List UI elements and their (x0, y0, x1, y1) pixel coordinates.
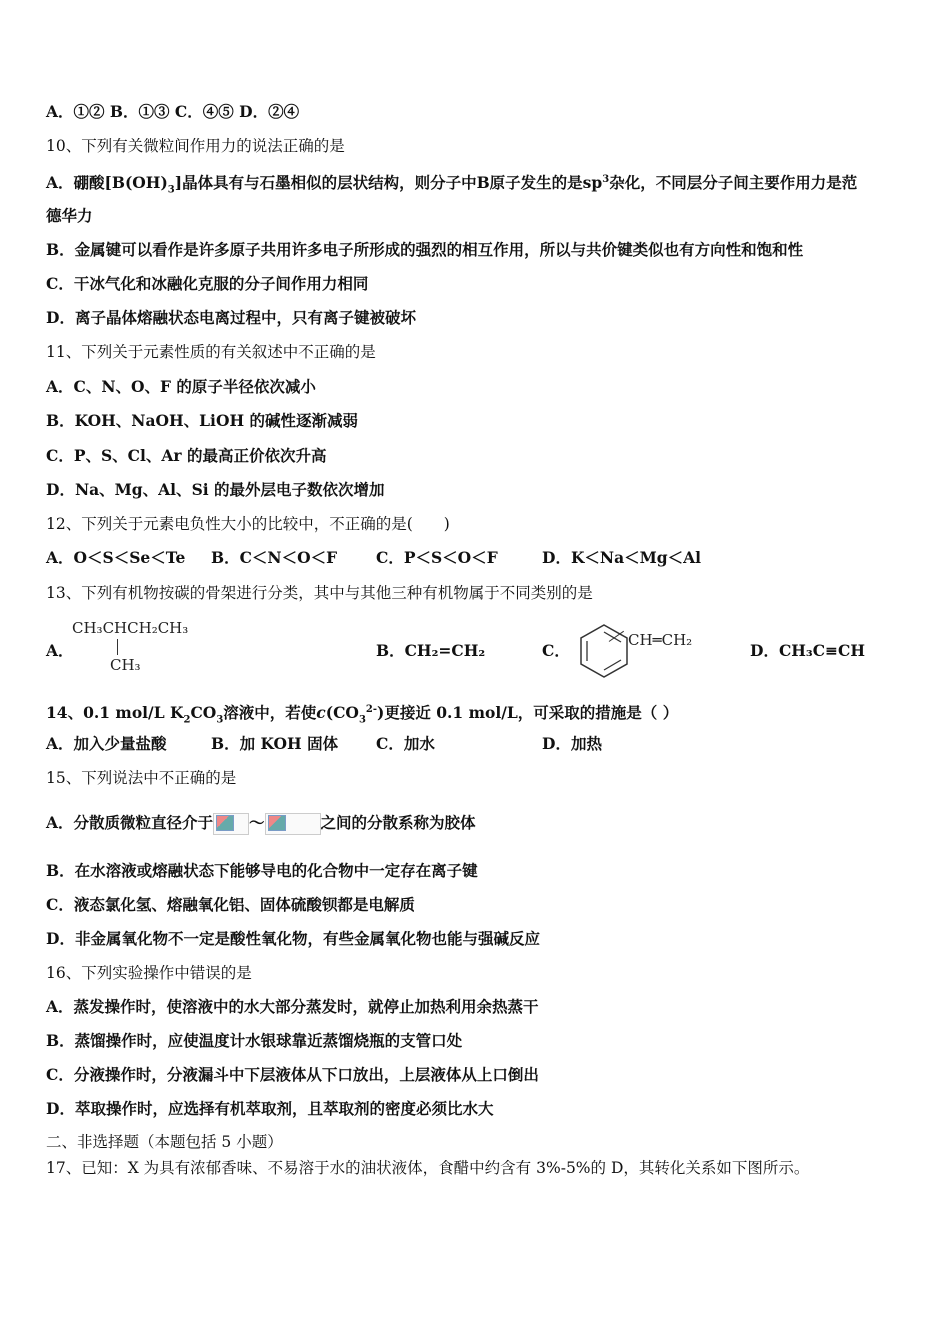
q15-option-d: D．非金属氧化物不一定是酸性氧化物，有些金属氧化物也能与强碱反应 (46, 929, 540, 948)
q16-stem: 16、下列实验操作中错误的是 (46, 964, 252, 982)
q13-structure-a-branch: CH₃ (110, 656, 141, 674)
q15-option-b: B．在水溶液或熔融状态下能够导电的化合物中一定存在离子键 (46, 861, 478, 880)
q10-option-a: A．硼酸$[B(OH)_3]$晶体具有与石墨相似的层状结构，则分子中B原子发生的是$sp^3$杂化，不同层分子间主要作用力是范 (46, 173, 858, 196)
q13-option-b: B．CH₂=CH₂ (376, 641, 486, 660)
q10-option-b: B．金属键可以看作是许多原子共用许多电子所形成的强烈的相互作用，所以与共价键类似也有方向性和饱和性 (46, 240, 804, 259)
q16-option-a: A．蒸发操作时，使溶液中的水大部分蒸发时，就停止加热利用余热蒸干 (46, 997, 539, 1016)
q13-option-d: D．CH₃C≡CH (750, 641, 866, 660)
q10-option-a-cont: 德华力 (46, 206, 93, 225)
q14-option-a: A．加入少量盐酸 (46, 734, 167, 753)
q11-option-c: C．P、S、Cl、Ar 的最高正价依次升高 (46, 446, 327, 465)
broken-image-icon (265, 813, 321, 835)
q10-option-d: D．离子晶体熔融状态电离过程中，只有离子键被破坏 (46, 308, 416, 327)
q11-option-d: D．Na、Mg、Al、Si 的最外层电子数依次增加 (46, 480, 385, 499)
q17-stem: 17、已知：X 为具有浓郁香味、不易溶于水的油状液体，食醋中约含有 3%-5%的 D，其转化关系如下图所示。 (46, 1159, 810, 1177)
q12-option-a: A．O＜S＜Se＜Te (46, 548, 186, 567)
q15-option-a: A．分散质微粒直径介于 ～ 之间的分散系称为胶体 (46, 800, 476, 846)
q16-option-c: C．分液操作时，分液漏斗中下层液体从下口放出，上层液体从上口倒出 (46, 1065, 539, 1084)
q15-option-c: C．液态氯化氢、熔融氧化铝、固体硫酸钡都是电解质 (46, 895, 415, 914)
q14-stem: 14、0.1 mol/L $K_2CO_3$溶液中，若使$c(CO_3^{2-})$更接近 0.1 mol/L，可采取的措施是（ ） (46, 703, 679, 726)
q15-stem: 15、下列说法中不正确的是 (46, 769, 237, 787)
q11-option-b: B．KOH、NaOH、LiOH 的碱性逐渐减弱 (46, 411, 358, 430)
q11-option-a: A．C、N、O、F 的原子半径依次减小 (46, 377, 316, 396)
q14-option-b: B．加 KOH 固体 (211, 734, 339, 753)
q12-stem: 12、下列关于元素电负性大小的比较中，不正确的是( ) (46, 515, 450, 533)
q13-structure-a-main: CH₃CHCH₂CH₃ (72, 619, 189, 637)
q10-option-c: C．干冰气化和冰融化克服的分子间作用力相同 (46, 274, 369, 293)
q14-option-d: D．加热 (542, 734, 602, 753)
q16-option-d: D．萃取操作时，应选择有机萃取剂，且萃取剂的密度必须比水大 (46, 1099, 494, 1118)
q9-options: A．①② B．①③ C．④⑤ D．②④ (46, 102, 300, 121)
section-2-heading: 二、非选择题（本题包括 5 小题） (46, 1133, 283, 1151)
q16-option-b: B．蒸馏操作时，应使温度计水银球靠近蒸馏烧瓶的支管口处 (46, 1031, 463, 1050)
q12-option-b: B．C＜N＜O＜F (211, 548, 338, 567)
broken-image-icon (213, 813, 249, 835)
q10-stem: 10、下列有关微粒间作用力的说法正确的是 (46, 137, 345, 155)
q13-stem: 13、下列有机物按碳的骨架进行分类，其中与其他三种有机物属于不同类别的是 (46, 584, 593, 602)
q13-option-a-label: A． (46, 641, 74, 660)
q12-option-d: D．K＜Na＜Mg＜Al (542, 548, 702, 567)
q13-structure-a-bond (117, 639, 118, 655)
q14-option-c: C．加水 (376, 734, 435, 753)
q11-stem: 11、下列关于元素性质的有关叙述中不正确的是 (46, 343, 376, 361)
q13-structure-c-chain: CH═CH₂ (628, 631, 693, 649)
q13-option-c-label: C． (542, 641, 570, 660)
q12-option-c: C．P＜S＜O＜F (376, 548, 498, 567)
